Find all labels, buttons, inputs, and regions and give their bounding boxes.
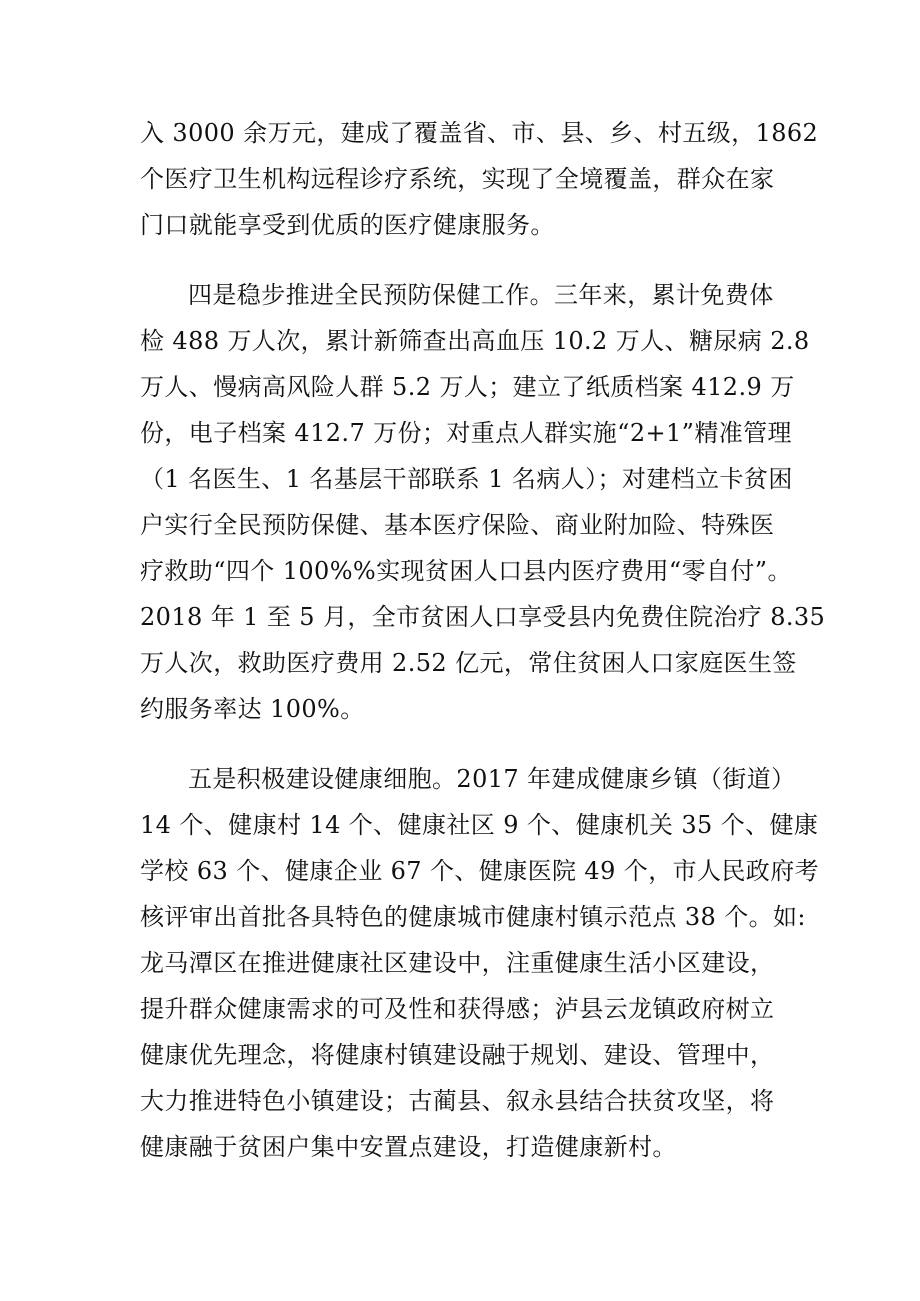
text-line: 万人、慢病高风险人群 5.2 万人；建立了纸质档案 412.9 万 — [140, 373, 795, 401]
paragraph-health-cells — [140, 756, 819, 1170]
text-line: 万人次，救助医疗费用 2.52 亿元，常住贫困人口家庭医生签 — [140, 649, 797, 677]
text-line: 2018 年 1 至 5 月，全市贫困人口享受县内免费住院治疗 8.35 — [140, 603, 826, 631]
text-line: 疗救助“四个 100%%实现贫困人口县内医疗费用“零自付”。 — [140, 557, 792, 585]
text-line: 五是积极建设健康细胞。2017 年建成健康乡镇（街道） — [188, 765, 796, 793]
text-line: 份，电子档案 412.7 万份；对重点人群实施“2+1”精准管理 — [140, 419, 792, 447]
text-line: 入 3000 余万元，建成了覆盖省、市、县、乡、村五级，1862 — [140, 119, 819, 147]
text-line: 健康融于贫困户集中安置点建设，打造健康新村。 — [140, 1133, 677, 1161]
text-line: 提升群众健康需求的可及性和获得感；泸县云龙镇政府树立 — [140, 995, 775, 1023]
text-line: 四是稳步推进全民预防保健工作。三年来，累计免费体 — [188, 281, 774, 309]
paragraph-funding — [140, 110, 819, 248]
text-line: 约服务率达 100%。 — [140, 695, 365, 723]
paragraph-gap — [140, 732, 800, 756]
text-line: 门口就能享受到优质的医疗健康服务。 — [140, 211, 555, 239]
text-line: 核评审出首批各具特色的健康城市健康村镇示范点 38 个。如: — [140, 903, 806, 931]
text-line: 检 488 万人次，累计新筛查出高血压 10.2 万人、糖尿病 2.8 — [140, 327, 810, 355]
paragraph-gap — [140, 248, 800, 272]
paragraph-prevention — [140, 272, 826, 732]
text-line: 14 个、健康村 14 个、健康社区 9 个、健康机关 35 个、健康 — [140, 811, 819, 839]
document-body — [140, 110, 826, 1170]
text-line: 户实行全民预防保健、基本医疗保险、商业附加险、特殊医 — [140, 511, 775, 539]
text-line: 学校 63 个、健康企业 67 个、健康医院 49 个，市人民政府考 — [140, 857, 819, 885]
text-line: 健康优先理念，将健康村镇建设融于规划、建设、管理中， — [140, 1041, 775, 1069]
text-line: 个医疗卫生机构远程诊疗系统，实现了全境覆盖，群众在家 — [140, 165, 775, 193]
text-line: 大力推进特色小镇建设；古蔺县、叙永县结合扶贫攻坚，将 — [140, 1087, 775, 1115]
text-line: （1 名医生、1 名基层干部联系 1 名病人）；对建档立卡贫困 — [140, 465, 793, 493]
text-line: 龙马潭区在推进健康社区建设中，注重健康生活小区建设， — [140, 949, 775, 977]
